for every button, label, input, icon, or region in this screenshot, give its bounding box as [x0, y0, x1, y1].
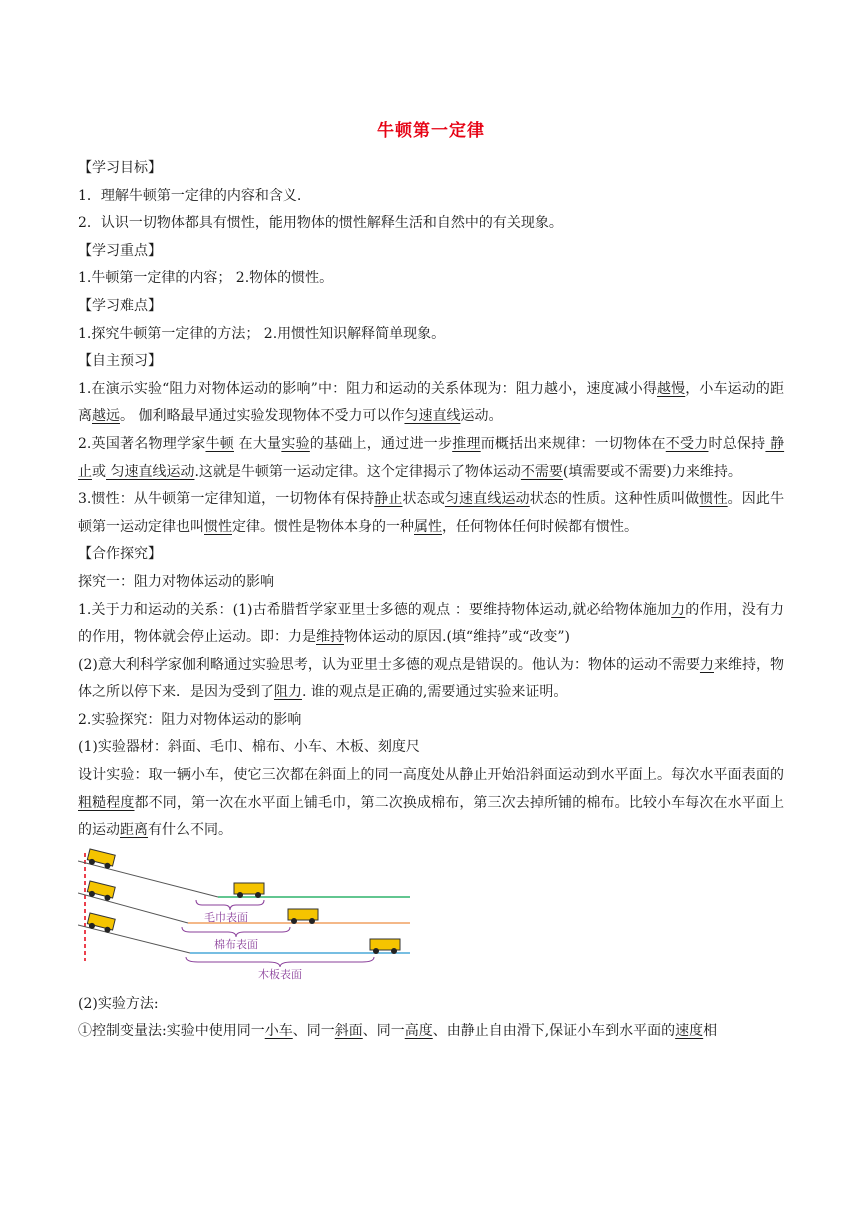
- page-title: 牛顿第一定律: [377, 121, 485, 141]
- answer-blank: 静止: [78, 435, 785, 480]
- preview-paragraph-1: [78, 376, 784, 431]
- method-control-variable: [78, 1018, 784, 1046]
- difficulty-text: 1.探究牛顿第一定律的方法； 2.用惯性知识解释简单现象。: [78, 325, 446, 342]
- text-run: 或: [92, 463, 106, 480]
- towel-brace: [196, 900, 264, 910]
- preview-heading: 【自主预习】: [78, 353, 162, 370]
- slope-3: [78, 925, 190, 953]
- answer-blank: 匀速直线: [404, 408, 461, 425]
- text-run: (填需要或不需要)力来维持。: [562, 463, 742, 480]
- text-run: 来维持，物体之所以停下来．是因为受到了: [78, 656, 784, 701]
- text-run: .这就是牛顿第一运动定律。这个定律揭示了物体运动: [194, 463, 521, 480]
- answer-blank: 小车: [264, 1023, 293, 1040]
- text-run: 。因此牛顿第一运动定律也叫: [78, 491, 785, 535]
- answer-blank: 静止: [374, 491, 403, 508]
- answer-blank: 实验: [281, 435, 310, 452]
- question-1: [78, 597, 784, 652]
- experiment-title: 2.实验探究：阻力对物体运动的影响: [78, 711, 302, 728]
- goal-item-2: 2．认识一切物体都具有惯性，能用物体的惯性解释生活和自然中的有关现象。: [78, 215, 563, 232]
- text-run: 、同一: [362, 1023, 405, 1040]
- text-run: 状态或: [402, 491, 445, 508]
- answer-blank: 不需要: [520, 463, 563, 480]
- text-run: 而概括出来规律：一切物体在: [480, 435, 666, 452]
- text-run: 的基础上，通过进一步: [309, 435, 453, 452]
- text-run: 1.在演示实验“阻力对物体运动的影响”中：阻力和运动的关系体现为：阻力越小，速度减小得: [78, 380, 657, 397]
- answer-blank: 阻力: [274, 684, 302, 701]
- text-run: (2)意大利科学家伽利略通过实验思考，认为亚里士多德的观点是错误的。他认为：物体的运动不需要: [78, 656, 700, 673]
- answer-blank: 越远: [92, 408, 120, 425]
- goals-heading: 【学习目标】: [78, 160, 162, 176]
- text-run: . 谁的观点是正确的,需要通过实验来证明。: [302, 684, 568, 701]
- board-brace: [186, 957, 374, 967]
- answer-blank: 牛顿: [205, 435, 234, 452]
- cart-stopped-board: [370, 939, 400, 954]
- answer-blank: 距离: [120, 822, 148, 839]
- text-run: 的作用，没有力的作用，物体就会停止运动。即：力是: [78, 601, 785, 646]
- cart-stopped-cotton: [288, 909, 318, 924]
- ramp-diagram: [78, 847, 418, 987]
- experiment-equipment: (1)实验器材：斜面、毛巾、棉布、小车、木板、刻度尺: [78, 739, 420, 756]
- focus-text: 1.牛顿第一定律的内容； 2.物体的惯性。: [78, 270, 334, 287]
- answer-blank: 力: [699, 656, 714, 673]
- text-run: 有什么不同。: [148, 822, 232, 839]
- text-run: 2.英国著名物理学家: [78, 435, 206, 452]
- answer-blank: 匀速直线运动: [106, 463, 195, 480]
- answer-blank: 维持: [316, 629, 344, 646]
- answer-blank: 越慢: [657, 380, 686, 397]
- text-run: 、由静止自由滑下,保证小车到水平面的: [432, 1023, 676, 1040]
- method-title: (2)实验方法:: [78, 995, 159, 1012]
- text-run: 3.惯性：从牛顿第一定律知道，一切物体有保持: [78, 491, 375, 508]
- cooperation-heading: 【合作探究】: [78, 546, 162, 563]
- inquiry-1-title: 探究一：阻力对物体运动的影响: [78, 573, 274, 590]
- text-run: 。 伽利略最早通过实验发现物体不受力可以作: [120, 408, 405, 425]
- focus-heading: 【学习重点】: [78, 242, 162, 259]
- text-run: 物体运动的原因.(填“维持”或“改变”): [344, 629, 571, 646]
- text-run: 、同一: [292, 1023, 335, 1040]
- answer-blank: 斜面: [334, 1023, 363, 1040]
- cart-stopped-towel: [234, 883, 264, 898]
- text-run: 相: [703, 1023, 718, 1040]
- experiment-figure: [78, 847, 418, 987]
- answer-blank: 不受力: [665, 435, 709, 452]
- answer-blank: 速度: [675, 1023, 704, 1040]
- answer-blank: 推理: [452, 435, 481, 452]
- answer-blank: 惯性: [699, 491, 728, 508]
- question-2: [78, 652, 784, 707]
- text-run: ①控制变量法:实验中使用同一: [78, 1023, 265, 1040]
- cotton-brace: [182, 927, 290, 937]
- text-run: 定律。惯性是物体本身的一种: [232, 518, 414, 535]
- answer-blank: 高度: [404, 1023, 433, 1040]
- answer-blank: 粗糙程度: [78, 794, 135, 811]
- text-run: 时总保持: [708, 435, 766, 452]
- preview-paragraph-3: [78, 486, 784, 541]
- goal-item-1: 1．理解牛顿第一定律的内容和含义.: [78, 187, 302, 204]
- board-surface-label: 木板表面: [258, 967, 302, 981]
- answer-blank: 惯性: [204, 518, 232, 535]
- difficulty-heading: 【学习难点】: [78, 297, 162, 314]
- answer-blank: 力: [671, 601, 686, 618]
- text-run: 1.关于力和运动的关系：(1)古希腊哲学家亚里士多德的观点 ：要维持物体运动,就必给物体施加: [78, 601, 672, 618]
- text-run: 都不同，第一次在水平面上铺毛巾，第二次换成棉布，第三次去掉所铺的棉布。比较小车每次在水平面上的运动: [78, 794, 785, 839]
- text-run: ，任何物体任何时候都有惯性。: [442, 518, 638, 535]
- text-run: 状态的性质。这种性质叫做: [529, 491, 700, 508]
- text-run: 设计实验：取一辆小车，使它三次都在斜面上的同一高度处从静止开始沿斜面运动到水平面上。每次水平面表面的: [78, 767, 784, 784]
- text-run: 运动。: [460, 408, 503, 425]
- document-body: [78, 155, 784, 1046]
- experiment-design: [78, 762, 784, 845]
- answer-blank: 匀速直线运动: [444, 491, 530, 508]
- towel-surface-label: 毛巾表面: [204, 910, 248, 924]
- preview-paragraph-2: [78, 431, 784, 486]
- text-run: 在大量: [233, 435, 282, 452]
- cotton-surface-label: 棉布表面: [214, 937, 258, 951]
- text-run: ，小车运动的距离: [78, 380, 785, 425]
- answer-blank: 属性: [414, 518, 442, 535]
